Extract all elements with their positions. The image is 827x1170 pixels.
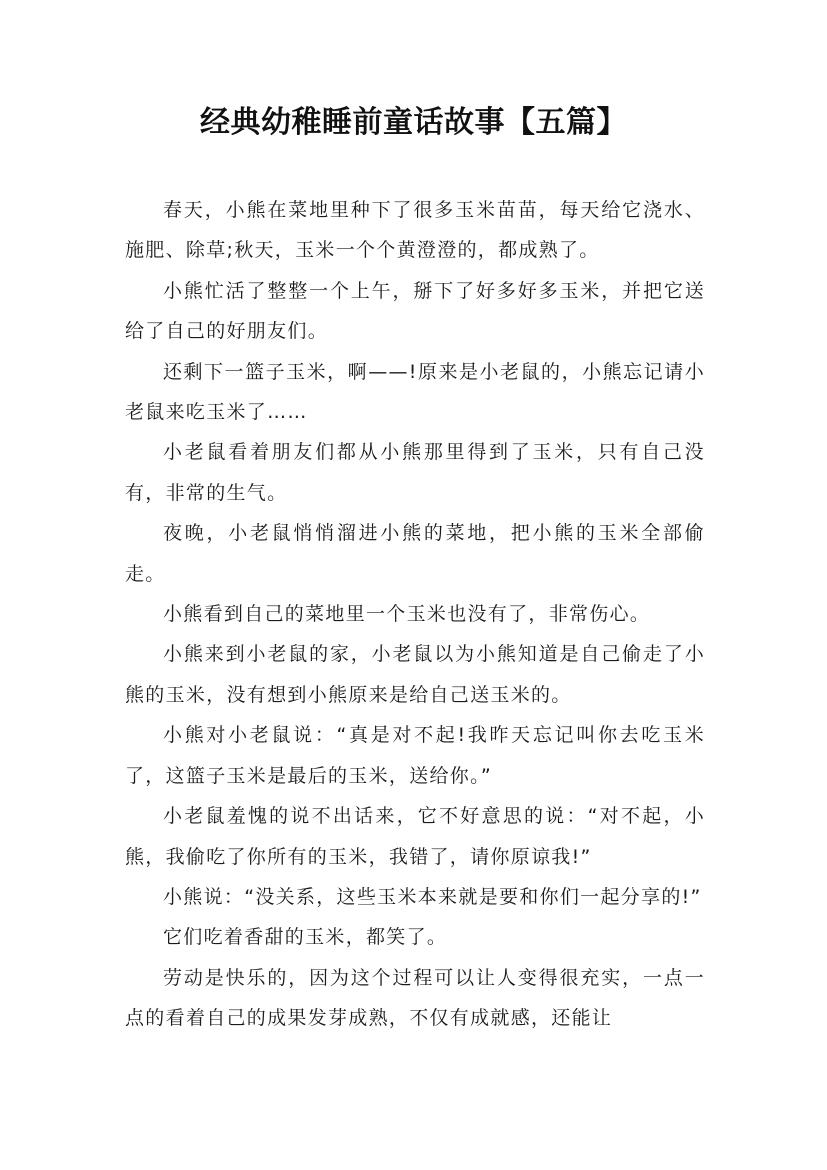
document-title: 经典幼稚睡前童话故事【五篇】 [200, 105, 627, 140]
paragraph: 小熊说：“没关系，这些玉米本来就是要和你们一起分享的!” [163, 885, 702, 908]
paragraph: 小熊对小老鼠说：“真是对不起!我昨天忘记叫你去吃玉米了，这篮子玉米是最后的玉米，送给你。” [125, 724, 705, 787]
paragraph: 小老鼠看着朋友们都从小熊那里得到了玉米，只有自己没有，非常的生气。 [125, 441, 705, 504]
paragraph: 小老鼠羞愧的说不出话来，它不好意思的说：“对不起，小熊，我偷吃了你所有的玉米，我错了，请你原谅我!” [125, 805, 705, 868]
paragraph: 它们吃着香甜的玉米，都笑了。 [163, 926, 448, 949]
paragraph: 小熊来到小老鼠的家，小老鼠以为小熊知道是自己偷走了小熊的玉米，没有想到小熊原来是给自己送玉米的。 [125, 643, 705, 706]
paragraph: 小熊看到自己的菜地里一个玉米也没有了，非常伤心。 [163, 603, 651, 626]
paragraph: 还剩下一篮子玉米，啊——!原来是小老鼠的，小熊忘记请小老鼠来吃玉米了…… [125, 360, 705, 424]
paragraph: 劳动是快乐的，因为这个过程可以让人变得很充实，一点一点的看着自己的成果发芽成熟，不仅有成就感，还能让 [125, 966, 705, 1030]
paragraph: 夜晚，小老鼠悄悄溜进小熊的菜地，把小熊的玉米全部偷走。 [125, 522, 705, 585]
paragraph: 小熊忙活了整整一个上午，掰下了好多好多玉米，并把它送给了自己的好朋友们。 [125, 279, 705, 343]
paragraph: 春天，小熊在菜地里种下了很多玉米苗苗，每天给它浇水、施肥、除草;秋天，玉米一个个黄澄澄的，都成熟了。 [125, 199, 705, 262]
document-body [125, 190, 705, 1039]
